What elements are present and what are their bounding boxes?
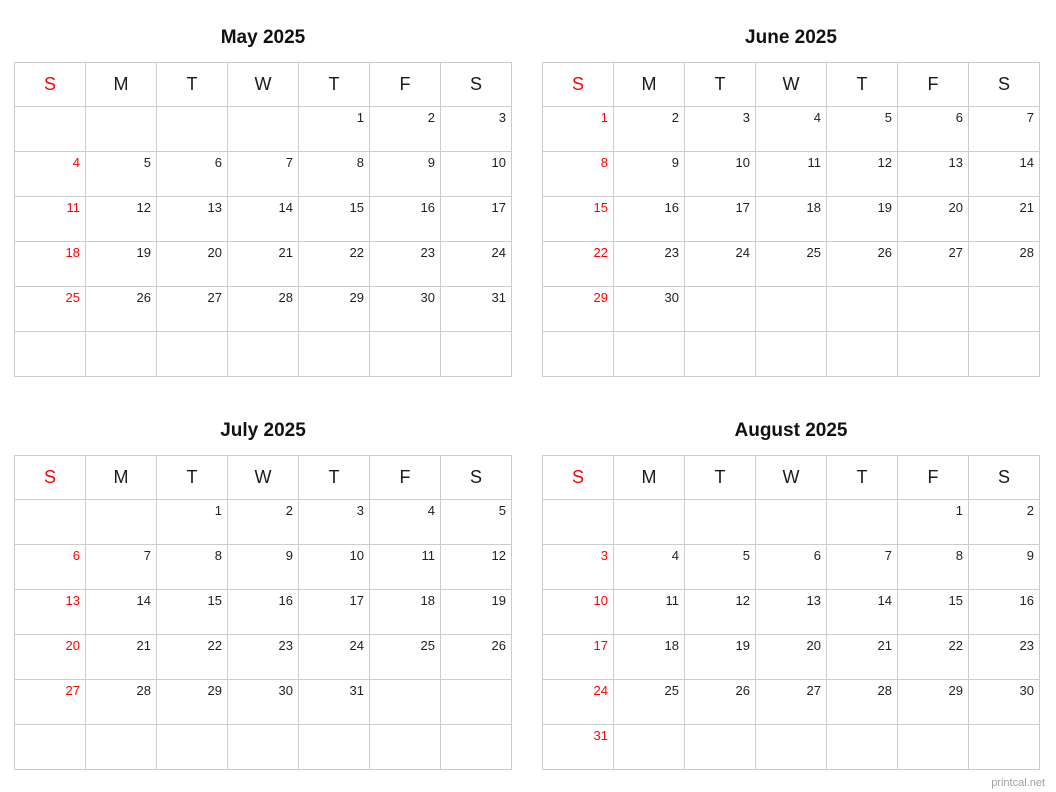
day-header-wed: W [228,63,299,107]
day-header-fri: F [370,63,441,107]
empty-day-cell [543,332,614,377]
day-cell: 18 [614,635,685,680]
day-cell: 11 [15,197,86,242]
day-cell: 27 [157,287,228,332]
day-cell: 29 [543,287,614,332]
day-cell: 14 [86,590,157,635]
week-row [543,680,1040,725]
day-cell: 6 [898,107,969,152]
day-cell: 21 [827,635,898,680]
day-cell: 28 [827,680,898,725]
week-row [15,152,512,197]
empty-day-cell [827,287,898,332]
day-cell: 22 [157,635,228,680]
day-cell: 20 [756,635,827,680]
empty-day-cell [15,500,86,545]
week-row [543,332,1040,377]
day-cell: 28 [228,287,299,332]
day-cell: 18 [370,590,441,635]
day-cell: 1 [898,500,969,545]
month-august-2025 [542,421,1040,770]
day-cell: 19 [685,635,756,680]
day-header-sat: S [969,456,1040,500]
empty-day-cell [157,332,228,377]
day-cell: 3 [543,545,614,590]
day-header-tue: T [685,63,756,107]
day-header-mon: M [86,63,157,107]
empty-day-cell [756,500,827,545]
day-cell: 8 [299,152,370,197]
day-cell: 17 [441,197,512,242]
week-row [543,725,1040,770]
day-cell: 4 [15,152,86,197]
day-cell: 6 [756,545,827,590]
empty-day-cell [370,680,441,725]
day-cell: 30 [969,680,1040,725]
day-cell: 24 [441,242,512,287]
empty-day-cell [86,500,157,545]
day-cell: 17 [685,197,756,242]
week-row [543,635,1040,680]
day-cell: 18 [756,197,827,242]
day-cell: 28 [86,680,157,725]
day-cell: 3 [299,500,370,545]
week-row [543,152,1040,197]
day-cell: 22 [543,242,614,287]
empty-day-cell [614,332,685,377]
day-header-tue: T [157,456,228,500]
month-grid [542,455,1040,770]
empty-day-cell [157,107,228,152]
month-title: July 2025 [220,420,306,441]
week-row [543,197,1040,242]
day-cell: 1 [543,107,614,152]
day-header-row [543,456,1040,500]
day-cell: 19 [441,590,512,635]
empty-day-cell [969,332,1040,377]
day-cell: 24 [543,680,614,725]
empty-day-cell [756,332,827,377]
day-header-thu: T [827,63,898,107]
day-cell: 2 [228,500,299,545]
day-cell: 30 [614,287,685,332]
day-cell: 10 [441,152,512,197]
day-cell: 9 [228,545,299,590]
day-cell: 16 [969,590,1040,635]
empty-day-cell [15,332,86,377]
week-row [543,545,1040,590]
day-cell: 20 [157,242,228,287]
day-cell: 15 [299,197,370,242]
day-cell: 9 [614,152,685,197]
week-row [15,590,512,635]
day-cell: 11 [370,545,441,590]
day-header-mon: M [614,63,685,107]
day-header-fri: F [898,456,969,500]
day-header-sun: S [543,456,614,500]
day-header-sat: S [441,456,512,500]
day-cell: 8 [898,545,969,590]
day-cell: 11 [614,590,685,635]
day-cell: 7 [86,545,157,590]
day-cell: 14 [827,590,898,635]
week-row [15,287,512,332]
day-header-sun: S [15,63,86,107]
week-row [543,242,1040,287]
empty-day-cell [969,287,1040,332]
day-cell: 28 [969,242,1040,287]
day-cell: 6 [157,152,228,197]
day-header-row [15,63,512,107]
month-title: August 2025 [734,420,848,441]
day-cell: 12 [441,545,512,590]
day-cell: 4 [756,107,827,152]
empty-day-cell [370,725,441,770]
day-header-sun: S [543,63,614,107]
day-cell: 26 [827,242,898,287]
empty-day-cell [827,500,898,545]
empty-day-cell [299,725,370,770]
day-cell: 20 [15,635,86,680]
empty-day-cell [157,725,228,770]
day-cell: 5 [685,545,756,590]
empty-day-cell [228,332,299,377]
day-cell: 27 [756,680,827,725]
day-cell: 21 [86,635,157,680]
empty-day-cell [685,500,756,545]
day-cell: 30 [228,680,299,725]
day-cell: 16 [228,590,299,635]
day-cell: 2 [370,107,441,152]
week-row [15,107,512,152]
day-cell: 22 [898,635,969,680]
day-header-fri: F [370,456,441,500]
day-cell: 10 [299,545,370,590]
day-cell: 18 [15,242,86,287]
day-cell: 13 [157,197,228,242]
week-row [15,545,512,590]
week-row [15,242,512,287]
day-cell: 2 [969,500,1040,545]
empty-day-cell [86,725,157,770]
empty-day-cell [86,332,157,377]
day-cell: 29 [157,680,228,725]
day-cell: 12 [827,152,898,197]
day-header-row [15,456,512,500]
day-cell: 5 [86,152,157,197]
watermark: printcal.net [991,777,1045,789]
day-cell: 29 [898,680,969,725]
day-cell: 15 [543,197,614,242]
month-grid [14,62,512,377]
day-cell: 26 [86,287,157,332]
day-cell: 14 [228,197,299,242]
week-row [15,680,512,725]
day-cell: 26 [685,680,756,725]
day-header-sun: S [15,456,86,500]
day-header-tue: T [157,63,228,107]
day-cell: 27 [15,680,86,725]
day-cell: 26 [441,635,512,680]
day-cell: 27 [898,242,969,287]
day-cell: 19 [86,242,157,287]
day-cell: 25 [614,680,685,725]
empty-day-cell [898,287,969,332]
day-cell: 23 [969,635,1040,680]
day-cell: 7 [228,152,299,197]
day-cell: 7 [827,545,898,590]
day-cell: 9 [969,545,1040,590]
day-cell: 9 [370,152,441,197]
day-cell: 7 [969,107,1040,152]
empty-day-cell [685,287,756,332]
day-cell: 12 [86,197,157,242]
day-cell: 5 [827,107,898,152]
month-title: June 2025 [745,27,837,48]
day-cell: 4 [614,545,685,590]
day-cell: 17 [299,590,370,635]
day-cell: 10 [685,152,756,197]
day-cell: 20 [898,197,969,242]
day-cell: 3 [685,107,756,152]
day-cell: 2 [614,107,685,152]
day-cell: 17 [543,635,614,680]
day-cell: 6 [15,545,86,590]
day-header-row [543,63,1040,107]
empty-day-cell [86,107,157,152]
month-june-2025 [542,28,1040,377]
week-row [543,590,1040,635]
empty-day-cell [827,332,898,377]
empty-day-cell [15,725,86,770]
day-cell: 19 [827,197,898,242]
day-cell: 23 [228,635,299,680]
empty-day-cell [441,332,512,377]
empty-day-cell [614,725,685,770]
week-row [543,107,1040,152]
day-cell: 24 [299,635,370,680]
day-cell: 21 [228,242,299,287]
day-cell: 4 [370,500,441,545]
day-cell: 14 [969,152,1040,197]
week-row [543,500,1040,545]
day-cell: 31 [299,680,370,725]
day-cell: 31 [441,287,512,332]
day-cell: 13 [15,590,86,635]
day-header-sat: S [441,63,512,107]
day-header-thu: T [299,456,370,500]
empty-day-cell [614,500,685,545]
day-cell: 29 [299,287,370,332]
day-cell: 16 [614,197,685,242]
day-header-wed: W [756,456,827,500]
empty-day-cell [441,680,512,725]
empty-day-cell [228,107,299,152]
day-cell: 8 [543,152,614,197]
day-cell: 24 [685,242,756,287]
empty-day-cell [228,725,299,770]
day-header-thu: T [299,63,370,107]
day-cell: 1 [299,107,370,152]
empty-day-cell [15,107,86,152]
day-cell: 25 [15,287,86,332]
month-title: May 2025 [220,27,306,48]
day-cell: 5 [441,500,512,545]
day-cell: 31 [543,725,614,770]
empty-day-cell [685,332,756,377]
day-header-mon: M [614,456,685,500]
month-grid [14,455,512,770]
empty-day-cell [543,500,614,545]
day-cell: 1 [157,500,228,545]
day-header-wed: W [756,63,827,107]
week-row [543,287,1040,332]
day-cell: 8 [157,545,228,590]
empty-day-cell [756,725,827,770]
day-cell: 22 [299,242,370,287]
day-cell: 13 [756,590,827,635]
day-header-sat: S [969,63,1040,107]
week-row [15,332,512,377]
empty-day-cell [299,332,370,377]
empty-day-cell [441,725,512,770]
week-row [15,725,512,770]
empty-day-cell [898,332,969,377]
day-header-thu: T [827,456,898,500]
day-cell: 11 [756,152,827,197]
month-may-2025 [14,28,512,377]
day-cell: 21 [969,197,1040,242]
empty-day-cell [969,725,1040,770]
day-cell: 12 [685,590,756,635]
week-row [15,197,512,242]
day-cell: 3 [441,107,512,152]
day-cell: 10 [543,590,614,635]
day-cell: 16 [370,197,441,242]
day-cell: 25 [756,242,827,287]
empty-day-cell [898,725,969,770]
empty-day-cell [370,332,441,377]
day-cell: 30 [370,287,441,332]
empty-day-cell [756,287,827,332]
day-header-fri: F [898,63,969,107]
empty-day-cell [827,725,898,770]
day-cell: 25 [370,635,441,680]
week-row [15,500,512,545]
day-cell: 23 [614,242,685,287]
day-header-mon: M [86,456,157,500]
day-header-wed: W [228,456,299,500]
day-cell: 23 [370,242,441,287]
empty-day-cell [685,725,756,770]
day-header-tue: T [685,456,756,500]
day-cell: 13 [898,152,969,197]
day-cell: 15 [898,590,969,635]
month-july-2025 [14,421,512,770]
month-grid [542,62,1040,377]
week-row [15,635,512,680]
day-cell: 15 [157,590,228,635]
